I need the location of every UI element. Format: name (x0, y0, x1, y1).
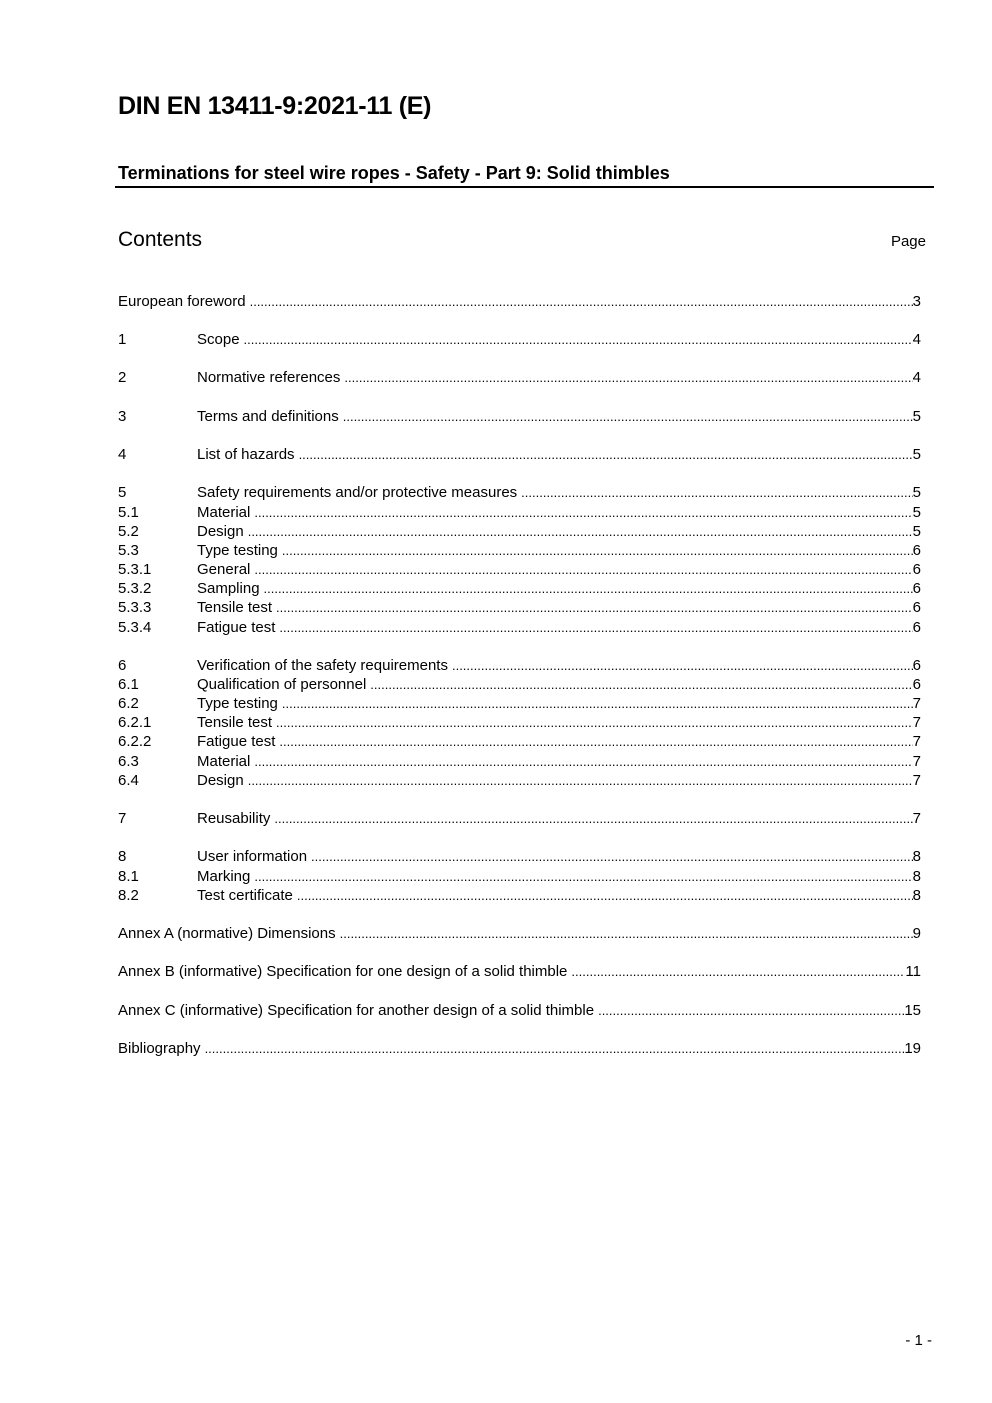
toc-entry-title: Material (197, 504, 251, 521)
toc-dot-leader (282, 694, 913, 713)
toc-entry-title: Annex B (informative) Specification for one design of a solid thimble (118, 963, 568, 980)
toc-entry-3[interactable] (118, 407, 921, 426)
toc-dot-leader (571, 962, 905, 981)
toc-entry-number: 7 (118, 810, 127, 827)
toc-entry-number: 5.3.1 (118, 561, 152, 578)
toc-entry-page: 5 (912, 504, 921, 521)
toc-entry-page: 6 (912, 542, 921, 559)
toc-entry-title: Marking (197, 868, 251, 885)
toc-entry-number: 6.3 (118, 753, 139, 770)
toc-entry-2[interactable] (118, 368, 921, 387)
toc-entry-title: Normative references (197, 369, 341, 386)
toc-entry-5-3-1[interactable] (118, 560, 921, 579)
toc-dot-leader (282, 541, 913, 560)
toc-entry-title: Tensile test (197, 599, 273, 616)
toc-entry-number: 1 (118, 331, 127, 348)
toc-entry-number: 5.3 (118, 542, 139, 559)
toc-entry-8-2[interactable] (118, 886, 921, 905)
toc-dot-leader (344, 368, 912, 387)
toc-entry-page: 7 (912, 733, 921, 750)
toc-entry-number: 5.3.2 (118, 580, 152, 597)
toc-dot-leader (297, 886, 913, 905)
toc-entry-title: General (197, 561, 251, 578)
toc-entry-6-2[interactable] (118, 694, 921, 713)
toc-entry-number: 5.3.3 (118, 599, 152, 616)
toc-entry-number: 8 (118, 848, 127, 865)
toc-entry-6-3[interactable] (118, 752, 921, 771)
toc-dot-leader (254, 752, 912, 771)
toc-entry-page: 6 (912, 657, 921, 674)
toc-entry-5-2[interactable] (118, 522, 921, 541)
toc-entry-title: User information (197, 848, 308, 865)
toc-dot-leader (279, 732, 912, 751)
toc-entry-number: 6.2.2 (118, 733, 152, 750)
toc-entry-title: Type testing (197, 542, 278, 559)
toc-entry-title: Safety requirements and/or protective measures (197, 484, 518, 501)
toc-entry-page: 19 (904, 1040, 921, 1057)
toc-entry-page: 6 (912, 599, 921, 616)
toc-entry-8-1[interactable] (118, 867, 921, 886)
toc-dot-leader (598, 1001, 904, 1020)
toc-entry-title: Fatigue test (197, 733, 276, 750)
toc-dot-leader (279, 618, 912, 637)
toc-dot-leader (254, 867, 912, 886)
toc-entry-1[interactable] (118, 330, 921, 349)
toc-entry-number: 4 (118, 446, 127, 463)
toc-entry-number: 3 (118, 408, 127, 425)
toc-entry-title: European foreword (118, 293, 246, 310)
toc-entry-title: Type testing (197, 695, 278, 712)
toc-entry-number: 6.1 (118, 676, 139, 693)
toc-entry-title: Terms and definitions (197, 408, 339, 425)
toc-entry-number: 6.2.1 (118, 714, 152, 731)
toc-entry-title: Sampling (197, 580, 260, 597)
toc-entry-page: 8 (912, 887, 921, 904)
toc-entry-title: Bibliography (118, 1040, 201, 1057)
toc-dot-leader (205, 1039, 905, 1058)
toc-entry-page: 4 (912, 369, 921, 386)
document-title: DIN EN 13411-9:2021-11 (E) (118, 92, 432, 120)
document-subtitle: Terminations for steel wire ropes - Safety - Part 9: Solid thimbles (118, 163, 670, 183)
toc-entry-number: 5.1 (118, 504, 139, 521)
toc-entry-page: 5 (912, 523, 921, 540)
toc-dot-leader (340, 924, 913, 943)
toc-dot-leader (264, 579, 913, 598)
toc-entry-number: 8.2 (118, 887, 139, 904)
toc-entry-number: 2 (118, 369, 127, 386)
toc-entry-annex-a[interactable] (118, 924, 921, 943)
toc-dot-leader (274, 809, 912, 828)
toc-entry-4[interactable] (118, 445, 921, 464)
toc-entry-page: 5 (912, 408, 921, 425)
toc-entry-page: 6 (912, 619, 921, 636)
toc-entry-number: 6.4 (118, 772, 139, 789)
toc-entry-5[interactable] (118, 483, 921, 502)
toc-dot-leader (521, 483, 913, 502)
toc-entry-title: Design (197, 772, 244, 789)
page-number: - 1 - (905, 1332, 932, 1349)
toc-entry-title: Design (197, 523, 244, 540)
toc-entry-title: Tensile test (197, 714, 273, 731)
toc-entry-page: 15 (904, 1002, 921, 1019)
toc-entry-page: 6 (912, 580, 921, 597)
toc-dot-leader (370, 675, 912, 694)
toc-entry-page: 5 (912, 446, 921, 463)
toc-entry-page: 3 (912, 293, 921, 310)
toc-dot-leader (254, 503, 912, 522)
toc-dot-leader (276, 598, 913, 617)
toc-entry-page: 7 (912, 810, 921, 827)
toc-entry-bibliography[interactable] (118, 1039, 921, 1058)
toc-entry-5-3[interactable] (118, 541, 921, 560)
toc-entry-title: Qualification of personnel (197, 676, 367, 693)
toc-entry-6-1[interactable] (118, 675, 921, 694)
toc-entry-annex-b[interactable] (118, 962, 921, 981)
toc-entry-page: 7 (912, 772, 921, 789)
toc-entry-page: 7 (912, 753, 921, 770)
toc-entry-8[interactable] (118, 847, 921, 866)
toc-entry-title: Material (197, 753, 251, 770)
toc-entry-page: 4 (912, 331, 921, 348)
toc-entry-number: 5.2 (118, 523, 139, 540)
page-column-label: Page (890, 233, 926, 250)
toc-entry-6-4[interactable] (118, 771, 921, 790)
toc-entry-6[interactable] (118, 656, 921, 675)
toc-entry-5-3-2[interactable] (118, 579, 921, 598)
contents-heading: Contents (118, 228, 203, 251)
toc-entry-page: 6 (912, 676, 921, 693)
toc-entry-title: Test certificate (197, 887, 293, 904)
toc-dot-leader (276, 713, 913, 732)
toc-entry-5-1[interactable] (118, 503, 921, 522)
toc-entry-page: 8 (912, 868, 921, 885)
toc-entry-page: 7 (912, 714, 921, 731)
toc-entry-page: 5 (912, 484, 921, 501)
toc-entry-title: Annex A (normative) Dimensions (118, 925, 336, 942)
toc-dot-leader (343, 407, 913, 426)
table-of-contents (118, 0, 921, 1403)
toc-entry-title: Annex C (informative) Specification for another design of a solid thimble (118, 1002, 595, 1019)
toc-entry-page: 11 (905, 963, 921, 980)
toc-entry-6-2-1[interactable] (118, 713, 921, 732)
toc-entry-5-3-3[interactable] (118, 598, 921, 617)
toc-entry-number: 6 (118, 657, 127, 674)
toc-dot-leader (452, 656, 913, 675)
toc-dot-leader (248, 522, 913, 541)
toc-entry-number: 5 (118, 484, 127, 501)
toc-entry-annex-c[interactable] (118, 1001, 921, 1020)
toc-entry-number: 5.3.4 (118, 619, 152, 636)
toc-entry-5-3-4[interactable] (118, 618, 921, 637)
toc-entry-6-2-2[interactable] (118, 732, 921, 751)
toc-entry-number: 8.1 (118, 868, 139, 885)
toc-entry-title: Scope (197, 331, 240, 348)
toc-dot-leader (299, 445, 913, 464)
toc-entry-page: 9 (912, 925, 921, 942)
toc-dot-leader (254, 560, 912, 579)
toc-entry-page: 8 (912, 848, 921, 865)
toc-entry-7[interactable] (118, 809, 921, 828)
toc-entry-page: 7 (912, 695, 921, 712)
toc-dot-leader (248, 771, 913, 790)
toc-dot-leader (244, 330, 913, 349)
toc-dot-leader (250, 292, 913, 311)
toc-entry-number: 6.2 (118, 695, 139, 712)
toc-entry-page: 6 (912, 561, 921, 578)
toc-entry-title: Reusability (197, 810, 271, 827)
toc-entry-title: List of hazards (197, 446, 295, 463)
toc-entry-title: Fatigue test (197, 619, 276, 636)
toc-entry-title: Verification of the safety requirements (197, 657, 448, 674)
toc-entry-european-foreword[interactable] (118, 292, 921, 311)
toc-dot-leader (311, 847, 913, 866)
